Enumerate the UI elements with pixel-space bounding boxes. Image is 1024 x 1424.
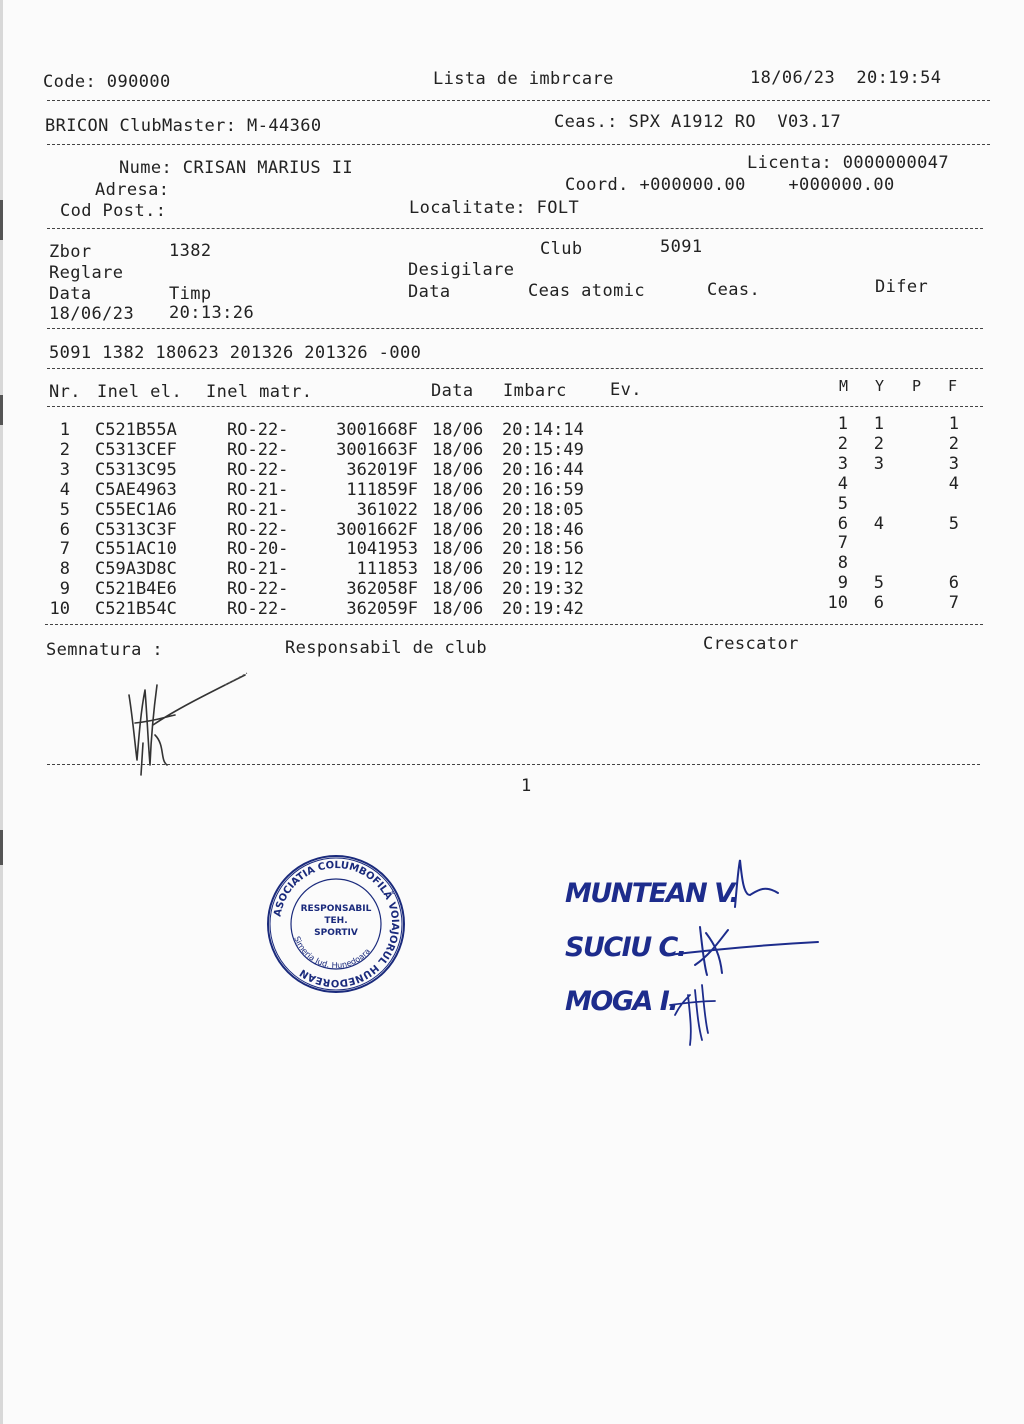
code-label: Code: 090000 <box>43 72 171 92</box>
ring-prefix: RO-22- <box>227 599 289 620</box>
f-value: 6 <box>948 573 959 594</box>
boarding-time: 20:14:14 <box>502 420 584 440</box>
col-electronic-ring: Inel el. <box>97 382 183 402</box>
m-value: 1 <box>837 414 848 434</box>
club-master-id: BRICON ClubMaster: M-44360 <box>45 116 322 136</box>
electronic-ring-id: C5313C95 <box>95 459 177 480</box>
document-title: Lista de imbrcare <box>433 69 614 89</box>
stamp-line2: TEH. <box>324 916 348 926</box>
separator <box>47 328 983 329</box>
m-value: 2 <box>837 433 848 454</box>
row-number: 2 <box>59 439 70 460</box>
electronic-ring-id: C521B4E6 <box>95 579 177 600</box>
handwritten-name-1: MUNTEAN V. <box>565 878 739 909</box>
ring-prefix: RO-22- <box>227 519 289 540</box>
electronic-ring-id: C5313C3F <box>95 519 177 540</box>
ring-number: 3001662F <box>336 519 418 540</box>
m-value: 9 <box>837 573 848 594</box>
col-p: P <box>912 377 922 395</box>
coordinates: Coord. +000000.00 +000000.00 <box>565 175 895 195</box>
boarding-time: 20:15:49 <box>502 439 584 460</box>
row-number: 3 <box>59 459 70 480</box>
row-number: 6 <box>59 519 70 540</box>
boarding-date: 18/06 <box>432 519 484 540</box>
signature-label: Semnatura : <box>46 640 163 660</box>
electronic-ring-id: C55EC1A6 <box>95 499 177 520</box>
col-event: Ev. <box>610 380 642 400</box>
flight-label: Zbor <box>49 242 92 262</box>
edge-mark <box>0 830 3 865</box>
clock-id: Ceas.: SPX A1912 RO V03.17 <box>554 112 842 132</box>
separator <box>45 624 983 625</box>
ring-number: 362019F <box>346 459 418 480</box>
y-value: 1 <box>873 414 884 434</box>
setting-date: 18/06/23 <box>49 304 135 324</box>
club-label: Club <box>540 239 583 259</box>
ring-prefix: RO-22- <box>227 579 289 600</box>
m-value: 3 <box>837 453 848 474</box>
separator <box>47 368 983 369</box>
ring-prefix: RO-21- <box>227 499 289 520</box>
club-stamp <box>265 853 407 995</box>
breeder-label: Crescator <box>703 634 799 654</box>
separator <box>47 228 983 229</box>
y-value: 5 <box>873 573 884 594</box>
setting-time: 20:13:26 <box>169 303 255 323</box>
data-label: Data <box>49 284 92 304</box>
club-number: 5091 <box>660 237 703 257</box>
ring-number: 3001663F <box>336 439 418 460</box>
data-label-2: Data <box>408 282 451 302</box>
col-boarding: Imbarc <box>503 381 567 401</box>
locality: Localitate: FOLT <box>409 198 580 218</box>
electronic-ring-id: C521B55A <box>95 420 177 440</box>
flight-code-line: 5091 1382 180623 201326 201326 -000 <box>49 343 422 363</box>
col-nr: Nr. <box>49 382 81 402</box>
electronic-ring-id: C5AE4963 <box>95 479 177 500</box>
atomic-clock-label: Ceas atomic <box>528 281 645 301</box>
boarding-date: 18/06 <box>432 479 484 500</box>
ring-number: 361022 <box>356 499 418 520</box>
col-y: Y <box>875 377 885 395</box>
ring-number: 111859F <box>346 479 418 500</box>
boarding-time: 20:18:46 <box>502 519 584 540</box>
f-value: 5 <box>948 513 959 534</box>
col-date: Data <box>431 381 474 401</box>
row-number: 8 <box>59 559 70 580</box>
col-m: M <box>839 377 849 395</box>
ring-prefix: RO-21- <box>227 479 289 500</box>
y-value: 6 <box>873 593 884 614</box>
ring-number: 362059F <box>346 599 418 620</box>
flight-number: 1382 <box>169 241 212 261</box>
row-number: 9 <box>59 579 70 600</box>
separator <box>47 406 983 407</box>
ring-prefix: RO-20- <box>227 539 289 560</box>
club-responsible-label: Responsabil de club <box>285 638 488 658</box>
boarding-date: 18/06 <box>432 539 484 560</box>
boarding-time: 20:18:05 <box>502 499 584 520</box>
y-value: 3 <box>873 453 884 474</box>
electronic-ring-id: C551AC10 <box>95 539 177 560</box>
reglare-label: Reglare <box>49 263 124 283</box>
col-f: F <box>948 377 958 395</box>
stamp-line3: SPORTIV <box>314 928 358 938</box>
separator <box>47 764 980 765</box>
col-ring-number: Inel matr. <box>206 382 313 402</box>
boarding-date: 18/06 <box>432 599 484 620</box>
m-value: 4 <box>837 473 848 494</box>
boarding-date: 18/06 <box>432 439 484 460</box>
f-value: 2 <box>948 433 959 454</box>
boarding-time: 20:19:32 <box>502 579 584 600</box>
row-number: 10 <box>49 599 70 620</box>
f-value: 4 <box>948 473 959 494</box>
f-value: 7 <box>948 593 959 614</box>
stamp-outer-text: ASOCIATIA COLUMBOFILĂ VOIAJORUL HUNEDOREAN <box>272 859 401 989</box>
page-number: 1 <box>521 776 532 796</box>
electronic-ring-id: C521B54C <box>95 599 177 620</box>
ring-prefix: RO-21- <box>227 559 289 580</box>
y-value: 2 <box>873 433 884 454</box>
signature-scribble <box>115 665 260 785</box>
ring-number: 1041953 <box>346 539 418 560</box>
edge-mark <box>0 395 3 425</box>
post-code-label: Cod Post.: <box>60 201 167 221</box>
handwritten-name-2: SUCIU C. <box>565 932 686 963</box>
y-value: 4 <box>873 513 884 534</box>
electronic-ring-id: C5313CEF <box>95 439 177 460</box>
boarding-date: 18/06 <box>432 459 484 480</box>
boarding-date: 18/06 <box>432 579 484 600</box>
difference-label: Difer <box>875 277 929 297</box>
address-label: Adresa: <box>95 180 170 200</box>
m-value: 8 <box>837 553 848 574</box>
m-value: 7 <box>837 533 848 554</box>
f-value: 3 <box>948 453 959 474</box>
edge-mark <box>0 200 3 240</box>
committee-signatures <box>640 855 830 1050</box>
boarding-date: 18/06 <box>432 499 484 520</box>
handwritten-name-3: MOGA I. <box>565 986 678 1017</box>
license-number: Licenta: 0000000047 <box>747 153 950 173</box>
row-number: 1 <box>59 420 70 440</box>
ring-prefix: RO-22- <box>227 420 289 440</box>
ring-prefix: RO-22- <box>227 439 289 460</box>
boarding-date: 18/06 <box>432 559 484 580</box>
f-value: 1 <box>948 414 959 434</box>
row-number: 5 <box>59 499 70 520</box>
boarding-date: 18/06 <box>432 420 484 440</box>
clock-label: Ceas. <box>707 280 761 300</box>
stamp-line1: RESPONSABIL <box>300 904 372 914</box>
separator <box>47 144 990 145</box>
separator <box>47 100 990 101</box>
row-number: 4 <box>59 479 70 500</box>
boarding-time: 20:19:12 <box>502 559 584 580</box>
m-value: 5 <box>837 493 848 514</box>
boarding-time: 20:16:59 <box>502 479 584 500</box>
boarding-time: 20:19:42 <box>502 599 584 620</box>
desigilare-label: Desigilare <box>408 260 515 280</box>
m-value: 10 <box>827 593 848 614</box>
print-datetime: 18/06/23 20:19:54 <box>750 68 942 88</box>
stamp-location-text: Simeria Jud. Hunedoara <box>292 935 373 971</box>
ring-number: 362058F <box>346 579 418 600</box>
boarding-time: 20:16:44 <box>502 459 584 480</box>
row-number: 7 <box>59 539 70 560</box>
m-value: 6 <box>837 513 848 534</box>
ring-number: 3001668F <box>336 420 418 440</box>
ring-prefix: RO-22- <box>227 459 289 480</box>
breeder-name: Nume: CRISAN MARIUS II <box>119 158 353 178</box>
electronic-ring-id: C59A3D8C <box>95 559 177 580</box>
ring-number: 111853 <box>356 559 418 580</box>
boarding-time: 20:18:56 <box>502 539 584 560</box>
timp-label: Timp <box>169 284 212 304</box>
svg-text:Simeria Jud. Hunedoara <box>292 935 372 970</box>
